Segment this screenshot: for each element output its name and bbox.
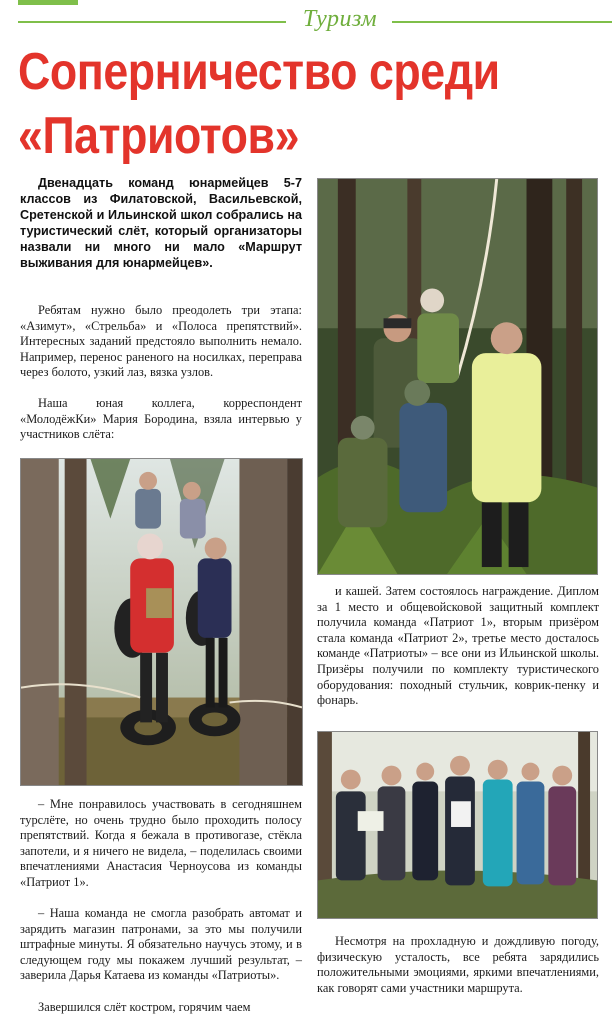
photo-forest-rope-crossing [317,178,598,575]
paragraph-awards: и кашей. Затем состоялось награждение. Диплом за 1 место и общевойсковой защитный комплект получила команда «Патриот 1», вторым призёром стала команда «Патриот 2», третье место досталось команде «Патриоты» – все они из Ильинской школы. Призёры получили по комплекту туристического оборудования: походный стульчик, коврик-пенку и фонарь. [317,584,599,708]
paragraph-correspondent: Наша юная коллега, корреспондент «МолодёжКи» Мария Бородина, взяла интервью у участников слёта: [20,396,302,442]
paragraph-conclusion: Несмотря на прохладную и дождливую погоду, физическую усталость, все ребята зарядились положительными эмоциями, яркими впечатлениями, как говорят сами участники маршрута. [317,934,599,995]
headline-line-1: Соперничество среди [18,43,500,101]
rubric-rule-left [18,21,286,23]
photo-tire-obstacle [20,458,303,786]
rubric-rule-right [392,21,612,23]
rubric-label: Туризм [302,6,378,32]
paragraph-finale: Завершился слёт костром, горячим чаем [38,1000,251,1014]
photo-award-group [317,731,598,919]
headline-line-2: «Патриотов» [18,107,300,165]
lead-paragraph: Двенадцать команд юнармейцев 5-7 классов из Филатовской, Васильевской, Сретенской и Ильинской школ собрались на туристический слёт, который организаторы назвали ни много ни мало «Маршрут выживания для юнармейцев». [20,176,302,270]
paragraph-quote-kataeva: – Наша команда не смогла разобрать автомат и зарядить магазин патронами, за это мы получили штрафные минуты. Я обязательно научусь этому, и в следующем году мы покажем лучший результат, – заверила Дарья Катаева из команды «Патриоты». [20,906,302,983]
page-corner-bar [18,0,78,5]
paragraph-quote-chernousova: – Мне понравилось участвовать в сегодняшнем турслёте, но очень трудно было проходить полосу препятствий. Когда я бежала в противогазе, стёкла запотели, и я ничего не видела, – поделилась своими впечатлениями Анастасия Черноусова из команды «Патриот 1». [20,797,302,889]
paragraph-stages: Ребятам нужно было преодолеть три этапа: «Азимут», «Стрельба» и «Полоса препятствий». Интересных заданий предстояло выполнить немало. Например, перенос раненого на носилках, переправа через болото, узкий лаз, вязка узлов. [20,303,302,380]
